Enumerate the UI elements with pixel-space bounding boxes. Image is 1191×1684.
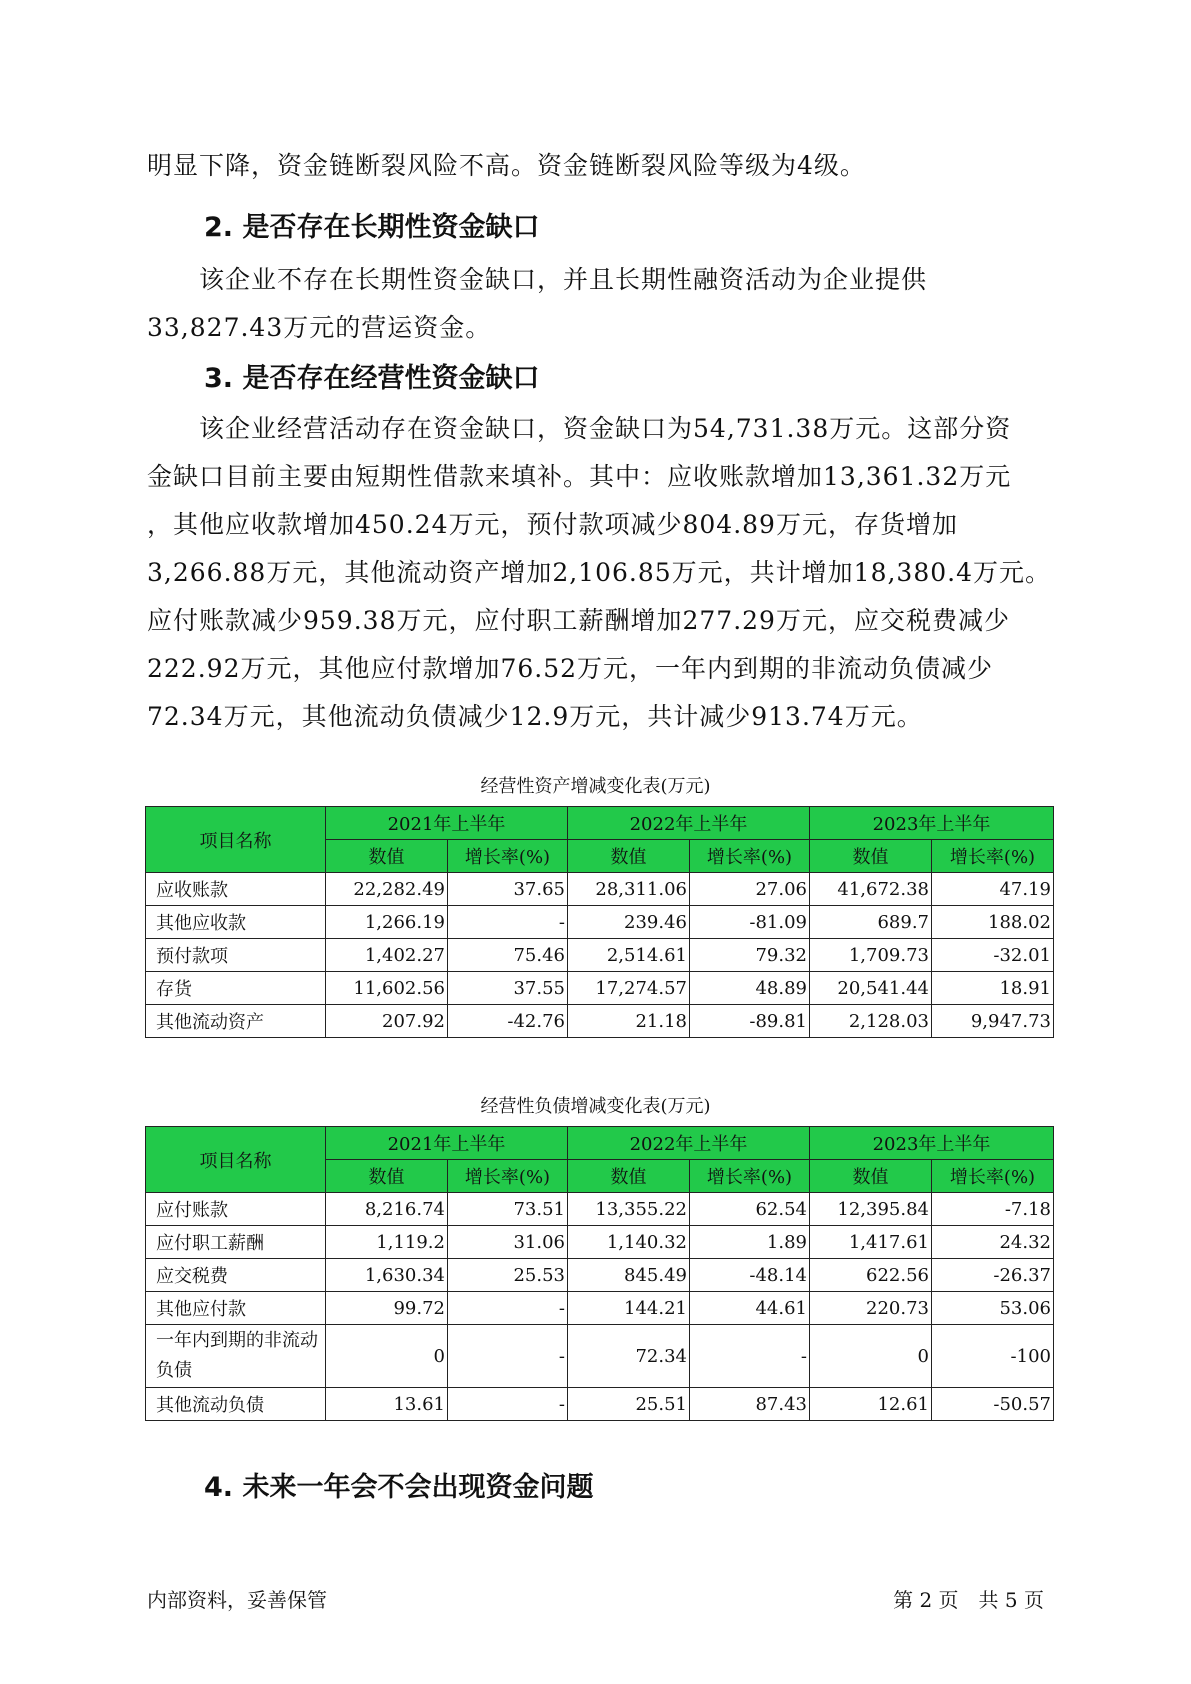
cell-value: 11,602.56 xyxy=(326,972,448,1005)
cell-growth: - xyxy=(448,906,568,939)
cell-growth: 25.53 xyxy=(448,1259,568,1292)
cell-value: 0 xyxy=(810,1325,932,1388)
table-row xyxy=(146,1226,1054,1259)
cell-value: 144.21 xyxy=(568,1292,690,1325)
period-header: 2023年上半年 xyxy=(810,807,1054,840)
cell-growth: - xyxy=(448,1325,568,1388)
row-name: 应付职工薪酬 xyxy=(146,1226,326,1259)
cell-value: 21.18 xyxy=(568,1005,690,1038)
cell-growth: 37.55 xyxy=(448,972,568,1005)
cell-value: 2,128.03 xyxy=(810,1005,932,1038)
liabilities-table xyxy=(145,1126,1054,1421)
table-row xyxy=(146,906,1054,939)
cell-value: 1,709.73 xyxy=(810,939,932,972)
paragraph-line: 该企业不存在长期性资金缺口，并且长期性融资活动为企业提供 xyxy=(147,265,928,294)
cell-growth: 47.19 xyxy=(932,873,1054,906)
paragraph-line: 72.34万元，其他流动负债减少12.9万元，共计减少913.74万元。 xyxy=(147,702,923,731)
row-name: 其他流动负债 xyxy=(146,1388,326,1421)
period-header: 2021年上半年 xyxy=(326,807,568,840)
cell-growth: 18.91 xyxy=(932,972,1054,1005)
table-row xyxy=(146,939,1054,972)
paragraph-line: ，其他应收款增加450.24万元，预付款项减少804.89万元，存货增加 xyxy=(147,510,958,539)
cell-value: 12,395.84 xyxy=(810,1193,932,1226)
cell-growth: 44.61 xyxy=(690,1292,810,1325)
cell-value: 207.92 xyxy=(326,1005,448,1038)
footer-left: 内部资料，妥善保管 xyxy=(147,1588,327,1612)
cell-growth: -26.37 xyxy=(932,1259,1054,1292)
value-header: 数值 xyxy=(326,840,448,873)
cell-growth: 79.32 xyxy=(690,939,810,972)
cell-growth: 1.89 xyxy=(690,1226,810,1259)
cell-value: 845.49 xyxy=(568,1259,690,1292)
paragraph-line: 金缺口目前主要由短期性借款来填补。其中：应收账款增加13,361.32万元 xyxy=(147,462,1012,491)
value-header: 数值 xyxy=(326,1160,448,1193)
section-2-heading: 2. 是否存在长期性资金缺口 xyxy=(204,212,540,243)
cell-growth: 62.54 xyxy=(690,1193,810,1226)
value-header: 数值 xyxy=(810,840,932,873)
growth-header: 增长率(%) xyxy=(448,840,568,873)
cell-value: 239.46 xyxy=(568,906,690,939)
cell-value: 12.61 xyxy=(810,1388,932,1421)
paragraph-line: 该企业经营活动存在资金缺口，资金缺口为54,731.38万元。这部分资 xyxy=(147,414,1012,443)
row-name: 其他应付款 xyxy=(146,1292,326,1325)
cell-value: 0 xyxy=(326,1325,448,1388)
growth-header: 增长率(%) xyxy=(932,1160,1054,1193)
cell-value: 1,402.27 xyxy=(326,939,448,972)
cell-value: 22,282.49 xyxy=(326,873,448,906)
intro-paragraph xyxy=(147,142,1052,190)
table-row xyxy=(146,972,1054,1005)
cell-value: 1,417.61 xyxy=(810,1226,932,1259)
period-header: 2023年上半年 xyxy=(810,1127,1054,1160)
cell-growth: -81.09 xyxy=(690,906,810,939)
cell-growth: 53.06 xyxy=(932,1292,1054,1325)
section-3-heading: 3. 是否存在经营性资金缺口 xyxy=(204,363,540,394)
cell-growth: -50.57 xyxy=(932,1388,1054,1421)
page-number: 第 2 页 共 5 页 xyxy=(893,1588,1044,1612)
name-header: 项目名称 xyxy=(146,1127,326,1193)
period-header: 2022年上半年 xyxy=(568,807,810,840)
row-name: 一年内到期的非流动负债 xyxy=(146,1325,326,1388)
cell-value: 41,672.38 xyxy=(810,873,932,906)
period-header: 2021年上半年 xyxy=(326,1127,568,1160)
cell-value: 622.56 xyxy=(810,1259,932,1292)
cell-growth: 73.51 xyxy=(448,1193,568,1226)
cell-value: 220.73 xyxy=(810,1292,932,1325)
cell-value: 1,266.19 xyxy=(326,906,448,939)
cell-value: 99.72 xyxy=(326,1292,448,1325)
cell-value: 689.7 xyxy=(810,906,932,939)
cell-growth: 37.65 xyxy=(448,873,568,906)
paragraph-line: 明显下降，资金链断裂风险不高。资金链断裂风险等级为4级。 xyxy=(147,151,866,180)
name-header: 项目名称 xyxy=(146,807,326,873)
cell-value: 2,514.61 xyxy=(568,939,690,972)
cell-growth: -42.76 xyxy=(448,1005,568,1038)
cell-growth: 31.06 xyxy=(448,1226,568,1259)
row-name: 存货 xyxy=(146,972,326,1005)
cell-growth: -89.81 xyxy=(690,1005,810,1038)
cell-growth: -48.14 xyxy=(690,1259,810,1292)
cell-growth: 24.32 xyxy=(932,1226,1054,1259)
table-row xyxy=(146,1325,1054,1388)
paragraph-line: 222.92万元，其他应付款增加76.52万元，一年内到期的非流动负债减少 xyxy=(147,654,994,683)
row-name: 预付款项 xyxy=(146,939,326,972)
cell-value: 28,311.06 xyxy=(568,873,690,906)
cell-value: 72.34 xyxy=(568,1325,690,1388)
table-row xyxy=(146,1388,1054,1421)
cell-value: 13.61 xyxy=(326,1388,448,1421)
value-header: 数值 xyxy=(810,1160,932,1193)
growth-header: 增长率(%) xyxy=(448,1160,568,1193)
cell-growth: 188.02 xyxy=(932,906,1054,939)
cell-value: 1,119.2 xyxy=(326,1226,448,1259)
cell-value: 25.51 xyxy=(568,1388,690,1421)
cell-value: 1,630.34 xyxy=(326,1259,448,1292)
cell-growth: 87.43 xyxy=(690,1388,810,1421)
table-row xyxy=(146,873,1054,906)
row-name: 应交税费 xyxy=(146,1259,326,1292)
cell-value: 1,140.32 xyxy=(568,1226,690,1259)
table-row xyxy=(146,1005,1054,1038)
row-name: 应付账款 xyxy=(146,1193,326,1226)
cell-growth: 27.06 xyxy=(690,873,810,906)
cell-value: 17,274.57 xyxy=(568,972,690,1005)
cell-growth: -32.01 xyxy=(932,939,1054,972)
liabilities-table-caption: 经营性负债增减变化表(万元) xyxy=(480,1096,711,1117)
cell-growth: 9,947.73 xyxy=(932,1005,1054,1038)
cell-value: 8,216.74 xyxy=(326,1193,448,1226)
section-3-paragraph xyxy=(147,405,1052,741)
assets-table xyxy=(145,806,1054,1038)
paragraph-line: 应付账款减少959.38万元，应付职工薪酬增加277.29万元，应交税费减少 xyxy=(147,606,1010,635)
period-header: 2022年上半年 xyxy=(568,1127,810,1160)
cell-value: 13,355.22 xyxy=(568,1193,690,1226)
table-row xyxy=(146,1292,1054,1325)
cell-growth: -7.18 xyxy=(932,1193,1054,1226)
value-header: 数值 xyxy=(568,1160,690,1193)
section-2-paragraph xyxy=(147,256,1052,352)
cell-growth: 75.46 xyxy=(448,939,568,972)
assets-table-caption: 经营性资产增减变化表(万元) xyxy=(480,776,711,797)
table-row xyxy=(146,1259,1054,1292)
growth-header: 增长率(%) xyxy=(690,1160,810,1193)
row-name: 应收账款 xyxy=(146,873,326,906)
cell-growth: - xyxy=(448,1292,568,1325)
paragraph-line: 33,827.43万元的营运资金。 xyxy=(147,313,492,342)
paragraph-line: 3,266.88万元，其他流动资产增加2,106.85万元，共计增加18,380.4万元。 xyxy=(147,558,1051,587)
row-name: 其他流动资产 xyxy=(146,1005,326,1038)
cell-growth: - xyxy=(690,1325,810,1388)
growth-header: 增长率(%) xyxy=(690,840,810,873)
value-header: 数值 xyxy=(568,840,690,873)
cell-growth: 48.89 xyxy=(690,972,810,1005)
cell-growth: -100 xyxy=(932,1325,1054,1388)
cell-value: 20,541.44 xyxy=(810,972,932,1005)
section-4-heading: 4. 未来一年会不会出现资金问题 xyxy=(204,1472,594,1503)
growth-header: 增长率(%) xyxy=(932,840,1054,873)
cell-growth: - xyxy=(448,1388,568,1421)
row-name: 其他应收款 xyxy=(146,906,326,939)
table-row xyxy=(146,1193,1054,1226)
